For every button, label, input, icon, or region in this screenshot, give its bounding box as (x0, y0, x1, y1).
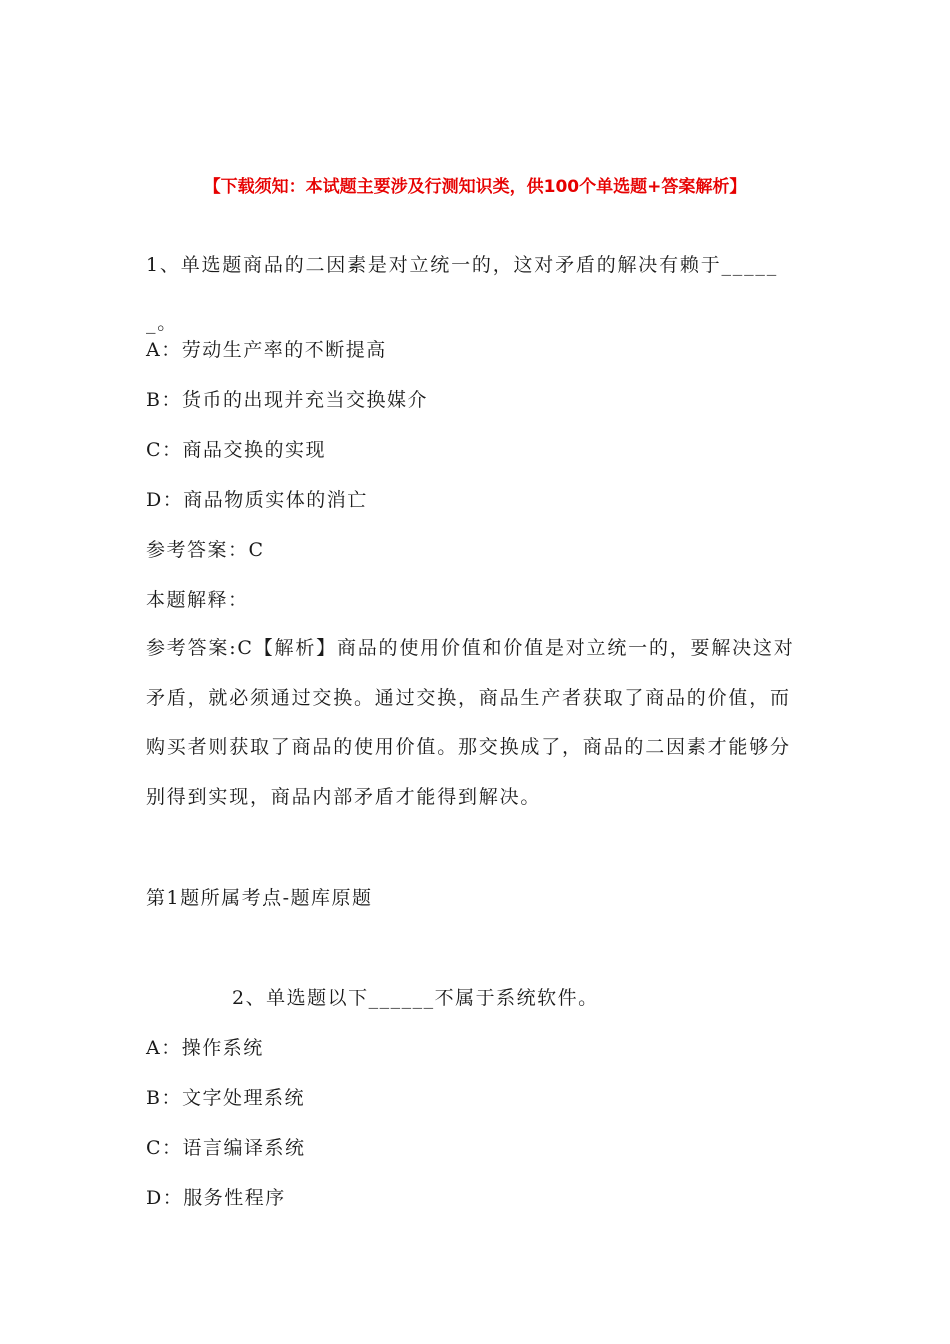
question-2-option-d: D：服务性程序 (146, 1187, 286, 1209)
question-1-answer: 参考答案：C (146, 539, 265, 561)
question-2-option-c: C：语言编译系统 (146, 1137, 306, 1159)
question-2-option-a: A：操作系统 (146, 1037, 264, 1059)
question-1-topic: 第1题所属考点-题库原题 (146, 887, 373, 909)
question-1-explanation-label: 本题解释： (146, 589, 249, 611)
question-1-explanation: 参考答案:C【解析】商品的使用价值和价值是对立统一的，要解决这对矛盾，就必须通过交换。通过交换，商品生产者获取了商品的价值，而购买者则获取了商品的使用价值。那交换成了，商品的二因素才能够分别得到实现，商品内部矛盾才能得到解决。 (146, 637, 795, 808)
question-1-option-c: C：商品交换的实现 (146, 439, 327, 461)
download-notice: 【下载须知：本试题主要涉及行测知识类，供100个单选题+答案解析】 (203, 177, 747, 197)
question-1-option-b: B：货币的出现并充当交换媒介 (146, 389, 428, 411)
question-1-option-a: A：劳动生产率的不断提高 (146, 339, 387, 361)
question-1-stem: 1、单选题商品的二因素是对立统一的，这对矛盾的解决有赖于______。 (146, 254, 778, 334)
question-2-option-b: B：文字处理系统 (146, 1087, 305, 1109)
question-1-option-d: D：商品物质实体的消亡 (146, 489, 368, 511)
question-2-stem: 2、单选题以下______不属于系统软件。 (232, 987, 599, 1009)
